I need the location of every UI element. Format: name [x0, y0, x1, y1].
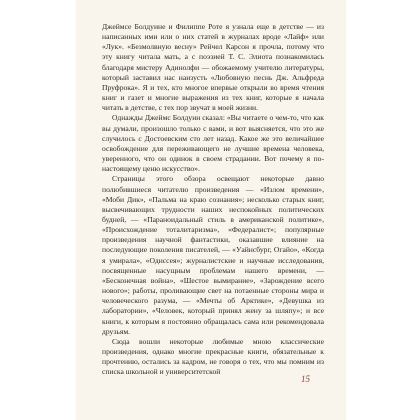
- paragraph: Сюда вошли некоторые любимые мною классические произведения, однако многие прекрасные книги, обязательные к прочтению, остались за кадром, не говоря о тех, что мы помним из списка школьной и университетской: [102, 336, 324, 377]
- page-number: 15: [301, 374, 310, 384]
- paragraph: Джеймсе Болдуине и Филиппе Роте я узнала еще в детстве — из написанных ими или о них статей в журналах вроде «Лайф» или «Лук». «Безмолвную весну» Рейчел Карсон я прочла, потому что эту книгу читала мать, а с поэзией Т. С. Элиота познакомилась благодаря мистеру Адинолфи — обожаемому учителю литературы, который заставил нас наизусть «Любовную песнь Дж. Альфреда Пруфрока». Я и тех, кто многое впервые открыли во время чтения книг и газет и многие выражения из тех книг, которые я начала читать в детстве, с тех пор звучат в моей жизни.: [102, 22, 324, 113]
- book-page: [76, 0, 346, 420]
- paragraph: Страницы этого обзора освещают некоторые давно полюбившиеся читателю произведения — «Излом времени», «Моби Дик», «Пальма на краю сознания»; несколько старых книг, высвечивающих трудности наших неспокойных политических будней, — «Параноидальный стиль в американской политике», «Происхождение тоталитаризма», «Федералист»; популярные произведения научной фантастики, оказавшие влияние на последующие поколения писателей, — «Уайнсбург, Огайо», «Когда я умирала», «Одиссея»; журналистские и научные исследования, посвященные насущным проблемам нашего времени, — «Бесконечная война», «Шестое вымирание», «Зарождение всего нового»; работы, проливающие свет на потаенные стороны мира и человеческого разума, — «Мечты об Арктике», «Девушка из лаборатории», «Человек, который принял жену за шляпу»; и все книги, к которым я постоянно обращалась сама или рекомендовала друзьям.: [102, 174, 324, 336]
- paragraph: Однажды Джеймс Болдуин сказал: «Вы читаете о чем-то, что как вы думали, произошло только с вами, и вот выясняется, что это же случилось с Достоевским сто лет назад. Какое же это величайшее освобождение для переживающего не лучшие времена человека, уверенного, что он одинок в своем страдании. Вот почему я по-настоящему ценю искусство».: [102, 113, 324, 174]
- body-text: [102, 22, 324, 377]
